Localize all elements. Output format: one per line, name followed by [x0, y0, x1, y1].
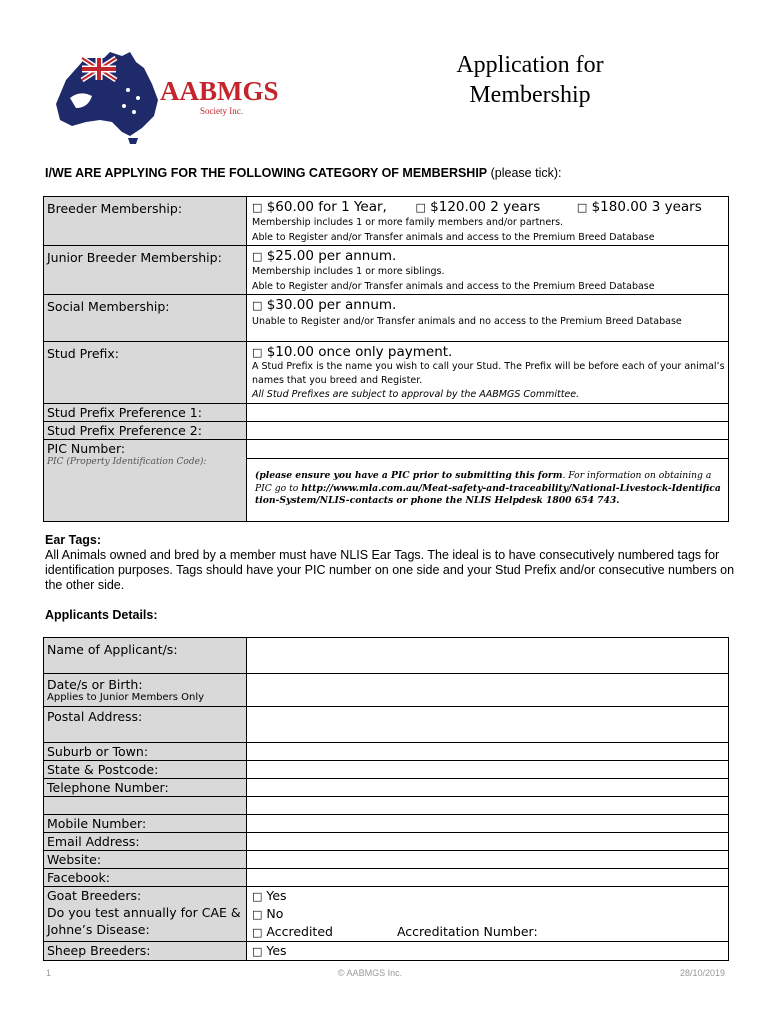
name-field[interactable]: [247, 638, 729, 674]
mobile-row: [44, 815, 729, 833]
pref1-row: [44, 404, 729, 422]
goat-yes-label: Yes: [266, 888, 287, 903]
breeder-1yr-label: $60.00 for 1 Year,: [266, 199, 387, 215]
website-label: Website:: [47, 852, 102, 867]
social-row: [44, 295, 729, 342]
name-label: Name of Applicant/s:: [47, 642, 178, 657]
accreditation-number-label: Accreditation Number:: [396, 924, 538, 939]
name-row: [44, 638, 729, 674]
pic-note: [247, 459, 728, 508]
breeder-label: Breeder Membership:: [47, 201, 183, 216]
breeder-note-2: Able to Register and/or Transfer animals and access to the Premium Breed Database: [252, 232, 655, 243]
spacer-row: [44, 797, 729, 815]
dob-row: [44, 674, 729, 707]
website-field[interactable]: [247, 851, 729, 869]
pref1-label: Stud Prefix Preference 1:: [47, 405, 202, 420]
footer-date: 28/10/2019: [679, 968, 725, 978]
breeder-2yr-label: $120.00 2 years: [430, 199, 541, 215]
breeder-2yr-checkbox[interactable]: □: [415, 201, 426, 214]
pic-sublabel: PIC (Property Identification Code):: [47, 457, 207, 467]
cae-no-checkbox[interactable]: □: [252, 908, 263, 921]
accredited-label: Accredited: [266, 924, 333, 939]
goat-yes-checkbox[interactable]: □: [252, 890, 263, 903]
pref2-row: [44, 422, 729, 440]
stud-row: [44, 342, 729, 404]
sheep-label: Sheep Breeders:: [47, 943, 151, 958]
footer-copyright: © AABMGS Inc.: [337, 968, 403, 978]
cae-label: Do you test annually for CAE &: [47, 905, 241, 920]
pic-note-end: .: [616, 495, 620, 506]
postal-row: [44, 707, 729, 743]
breeder-row: [44, 197, 729, 246]
title-line-1: Application for: [456, 52, 604, 78]
postal-field[interactable]: [247, 707, 729, 743]
dob-field[interactable]: [247, 674, 729, 707]
website-row: [44, 851, 729, 869]
ear-tags-section: [45, 533, 735, 593]
sheep-yes-checkbox[interactable]: □: [252, 945, 263, 958]
email-label: Email Address:: [47, 834, 140, 849]
email-row: [44, 833, 729, 851]
junior-option-label: $25.00 per annum.: [266, 248, 397, 264]
pref2-label: Stud Prefix Preference 2:: [47, 423, 202, 438]
state-label: State & Postcode:: [47, 762, 159, 777]
stud-option-label: $10.00 once only payment.: [266, 344, 453, 360]
breeder-3yr-label: $180.00 3 years: [591, 199, 702, 215]
logo-sub: Society Inc.: [200, 106, 243, 116]
ear-tags-text: All Animals owned and bred by a member must have NLIS Ear Tags. The ideal is to have consecutively numbered tags for identification purposes. Tags should have your PIC number on one side and your Stud Prefix and/or consecutive numbers on the other side.: [45, 548, 735, 592]
pic-row: [44, 440, 729, 522]
facebook-field[interactable]: [247, 869, 729, 887]
australia-map-icon: [52, 50, 312, 145]
pref1-field[interactable]: [247, 404, 729, 422]
breeder-1yr-checkbox[interactable]: □: [252, 201, 263, 214]
suburb-row: [44, 743, 729, 761]
stud-note-1: A Stud Prefix is the name you wish to call your Stud. The Prefix will be before each of your animal’s names that you breed and Register.: [252, 361, 725, 386]
dob-label: Date/s or Birth:: [47, 677, 143, 692]
email-field[interactable]: [247, 833, 729, 851]
state-row: [44, 761, 729, 779]
goat-label: Goat Breeders:: [47, 888, 142, 903]
membership-table: [43, 196, 729, 522]
pref2-field[interactable]: [247, 422, 729, 440]
breeder-3yr-checkbox[interactable]: □: [576, 201, 588, 214]
spacer-field[interactable]: [247, 797, 729, 815]
junior-note-2: Able to Register and/or Transfer animals and access to the Premium Breed Database: [252, 281, 655, 292]
junior-note-1: Membership includes 1 or more siblings.: [252, 266, 445, 277]
sheep-row: [44, 942, 729, 961]
pic-note-bold: (please ensure you have a PIC prior to submitting this form: [255, 470, 563, 481]
applicants-heading: Applicants Details:: [45, 608, 158, 622]
accredited-checkbox[interactable]: □: [252, 926, 263, 939]
junior-label: Junior Breeder Membership:: [47, 250, 222, 265]
stud-checkbox[interactable]: □: [252, 346, 263, 359]
phone-field[interactable]: [247, 779, 729, 797]
junior-checkbox[interactable]: □: [252, 250, 263, 263]
applicants-table: [43, 637, 729, 961]
stud-label: Stud Prefix:: [47, 346, 120, 361]
ear-tags-heading: Ear Tags:: [45, 533, 102, 547]
category-heading-normal: (please tick):: [487, 166, 562, 180]
social-option-label: $30.00 per annum.: [266, 297, 397, 313]
goat-row: [44, 887, 729, 942]
category-heading: [45, 166, 562, 180]
stud-note-2: All Stud Prefixes are subject to approval by the AABMGS Committee.: [252, 389, 580, 400]
social-label: Social Membership:: [47, 299, 170, 314]
cae-no-label: No: [266, 906, 284, 921]
sheep-yes-label: Yes: [266, 943, 287, 958]
logo-name: AABMGS: [160, 76, 279, 106]
phone-label: Telephone Number:: [47, 780, 169, 795]
pic-label: PIC Number:: [47, 441, 126, 456]
pic-number-field[interactable]: [246, 440, 729, 459]
title-line-2: Membership: [469, 82, 591, 108]
logo: [52, 50, 312, 145]
suburb-label: Suburb or Town:: [47, 744, 149, 759]
category-heading-bold: I/WE ARE APPLYING FOR THE FOLLOWING CATEGORY OF MEMBERSHIP: [45, 166, 488, 180]
dob-note: Applies to Junior Members Only: [47, 692, 205, 703]
breeder-note-1: Membership includes 1 or more family members and/or partners.: [252, 217, 564, 228]
facebook-label: Facebook:: [47, 870, 110, 885]
pic-note-mid: . For information on obtaining a PIC go to: [255, 470, 712, 494]
mobile-label: Mobile Number:: [47, 816, 147, 831]
facebook-row: [44, 869, 729, 887]
mobile-field[interactable]: [247, 815, 729, 833]
pic-note-url[interactable]: http://www.mla.com.au/Meat-safety-and-traceability/National-Livestock-Identification-System/NLIS-contacts or phone the NLIS Helpdesk 1800 654 743: [255, 482, 721, 506]
social-checkbox[interactable]: □: [252, 299, 263, 312]
suburb-field[interactable]: [247, 743, 729, 761]
page-title: [430, 50, 630, 110]
social-note-1: Unable to Register and/or Transfer animals and no access to the Premium Breed Database: [252, 316, 682, 327]
johne-label: Johne’s Disease:: [47, 922, 150, 937]
postal-label: Postal Address:: [47, 709, 143, 724]
footer-page-number: 1: [46, 968, 52, 978]
state-field[interactable]: [247, 761, 729, 779]
junior-row: [44, 246, 729, 295]
phone-row: [44, 779, 729, 797]
